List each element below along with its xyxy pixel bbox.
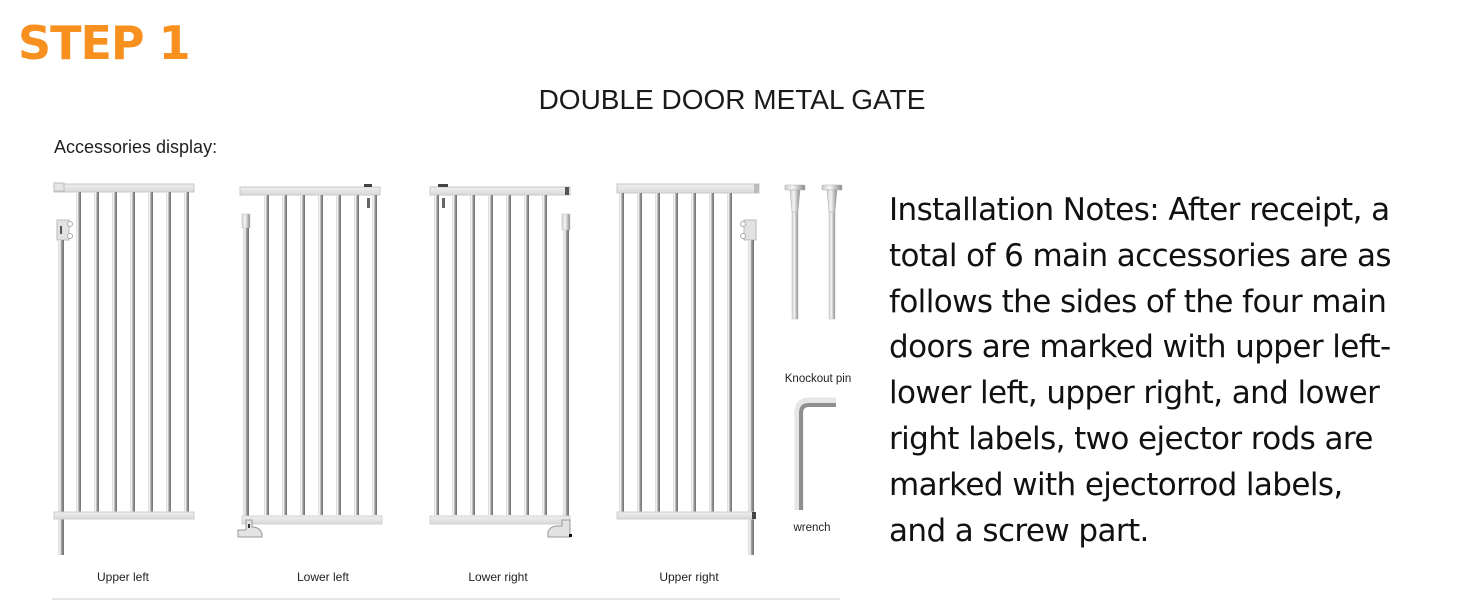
notes-line: follows the sides of the four main (889, 283, 1387, 320)
accessories-heading: Accessories display: (54, 137, 218, 157)
gate-panel-icon (52, 180, 198, 560)
lower-left-gate-panel (234, 180, 384, 560)
lower-left-label: Lower left (296, 570, 350, 584)
notes-line: marked with ejectorrod labels, (889, 466, 1343, 503)
installation-notes (889, 188, 1449, 554)
upper-right-gate-panel (614, 180, 764, 560)
notes-line: total of 6 main accessories are as (889, 237, 1391, 274)
knockout-pin-label: Knockout pin (784, 373, 852, 385)
notes-line: doors are marked with upper left- (889, 329, 1391, 366)
notes-line: Installation Notes: After receipt, a (889, 192, 1390, 228)
gate-panel-icon (234, 180, 384, 560)
hex-wrench-icon (792, 396, 842, 514)
gate-panel-icon (614, 180, 764, 560)
step-title: STEP 1 (18, 16, 190, 70)
knockout-pins (782, 182, 846, 322)
upper-left-label: Upper left (96, 570, 150, 584)
notes-line: and a screw part. (889, 512, 1149, 549)
product-title: DOUBLE DOOR METAL GATE (538, 84, 926, 115)
wrench-label: wrench (793, 522, 831, 534)
lower-right-label: Lower right (468, 570, 528, 584)
lower-right-gate-panel (428, 180, 578, 560)
gate-panel-icon (428, 180, 578, 560)
notes-line: right labels, two ejector rods are (889, 420, 1373, 457)
wrench (792, 396, 842, 514)
ejector-rod-icon (782, 182, 846, 322)
upper-right-label: Upper right (659, 570, 719, 584)
upper-left-gate-panel (52, 180, 198, 560)
notes-line: lower left, upper right, and lower (889, 375, 1380, 412)
